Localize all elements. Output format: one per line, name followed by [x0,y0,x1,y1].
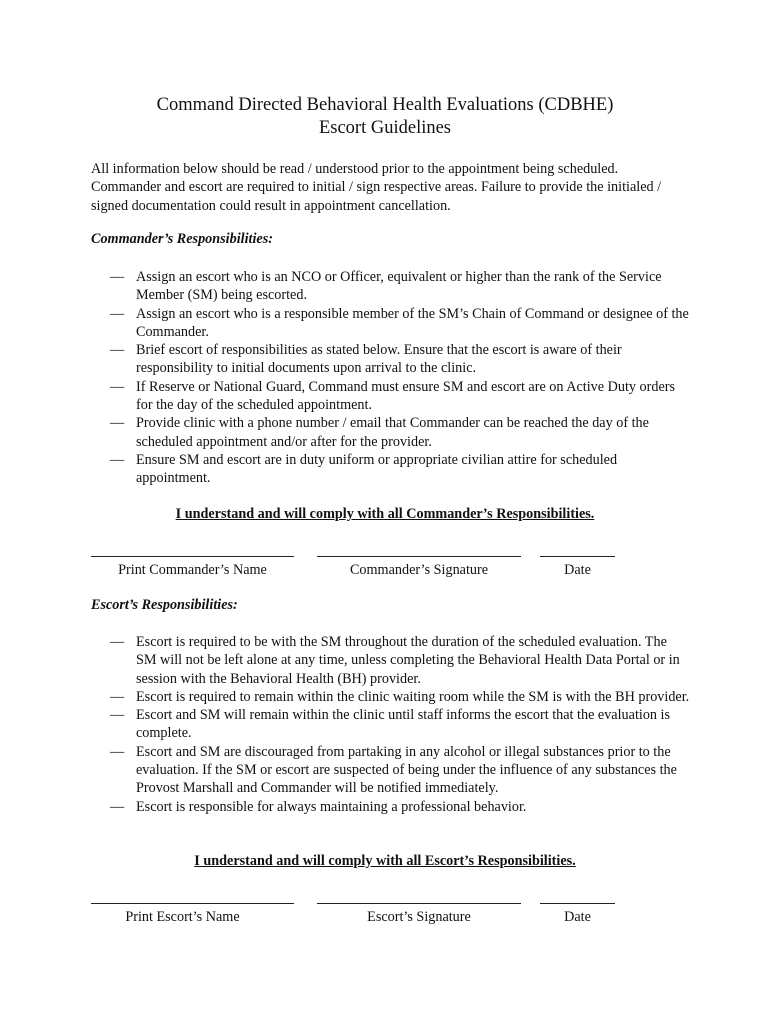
dash-icon: — [110,305,125,322]
commander-signature-row [0,556,770,596]
commander-name-label: Print Commander’s Name [118,562,267,578]
list-item: — If Reserve or National Guard, Command must ensure SM and escort are on Active Duty orders for the day of the scheduled appointment. [110,378,675,414]
list-item: — Provide clinic with a phone number / email that Commander can be reached the day of the scheduled appointment and/or after for the provider. [110,415,649,450]
dash-icon: — [110,688,125,705]
list-item: — Ensure SM and escort are in duty uniform or appropriate civilian attire for scheduled appointment. [110,451,618,487]
commander-date-label: Date [564,562,591,578]
list-item: — Brief escort of responsibilities as stated below. Ensure that the escort is aware of their responsibility to initial documents upon arrival to the clinic. [110,342,622,377]
escort-list [110,633,690,816]
list-item: — Escort and SM are discouraged from partaking in any alcohol or illegal substances prior to the evaluation. If the SM or escort are suspected of being under the influence of any substances the Provost Marshall and Commander will be notified immediately. [110,743,677,797]
list-item: — Assign an escort who is a responsible member of the SM’s Chain of Command or designee of the Commander. [110,305,689,340]
commander-signature-line[interactable] [317,556,521,557]
escort-signature-line[interactable] [317,903,521,904]
dash-icon: — [110,634,125,650]
intro-paragraph: All information below should be read / understood prior to the appointment being scheduled. Commander and escort are required to initial / sign respective areas. Failure to provide the initialed / signed documentation could result in appointment cancellation. [91,161,662,214]
dash-icon: — [110,743,125,760]
escort-signature-label: Escort’s Signature [367,909,471,925]
escort-name-label: Print Escort’s Name [125,909,240,925]
commander-signature-label: Commander’s Signature [349,562,489,578]
escort-signature-row [0,903,770,943]
document-title [0,94,770,140]
dash-icon: — [110,269,125,285]
list-item: — Escort is required to be with the SM throughout the duration of the scheduled evaluation. The SM will not be left alone at any time, unless completing the Behavioral Health Data Portal or in session with the Behavioral Health (BH) provider. [110,634,680,687]
dash-icon: — [110,378,125,395]
escort-heading: Escort’s Responsibilities: [91,597,238,613]
dash-icon: — [110,451,125,468]
escort-acknowledgement: I understand and will comply with all Escort’s Responsibilities. [194,853,576,869]
commander-heading: Commander’s Responsibilities: [91,231,273,247]
list-item: — Escort is required to remain within the clinic waiting room while the SM is with the BH provider. [110,688,690,705]
list-item: — Escort and SM will remain within the clinic until staff informs the escort that the evaluation is complete. [110,707,671,742]
dash-icon: — [110,707,125,724]
escort-name-line[interactable] [91,903,294,904]
dash-icon: — [110,342,125,359]
list-item: — Escort is responsible for always maintaining a professional behavior. [110,798,527,815]
commander-acknowledgement: I understand and will comply with all Commander’s Responsibilities. [175,506,595,522]
dash-icon: — [110,415,125,432]
escort-date-line[interactable] [540,903,615,904]
title-line-1: Command Directed Behavioral Health Evaluations (CDBHE) [156,95,614,115]
dash-icon: — [110,798,125,815]
list-item: — Assign an escort who is an NCO or Officer, equivalent or higher than the rank of the Service Member (SM) being escorted. [110,269,662,304]
commander-date-line[interactable] [540,556,615,557]
escort-date-label: Date [564,909,591,925]
commander-list [110,268,690,488]
commander-name-line[interactable] [91,556,294,557]
title-line-2: Escort Guidelines [318,118,452,138]
